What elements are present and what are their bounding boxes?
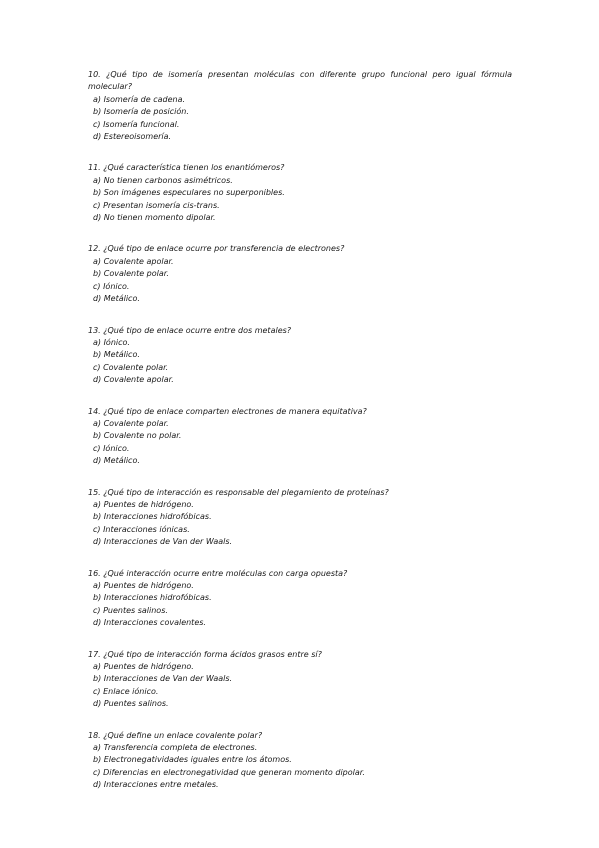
option-list — [88, 580, 512, 630]
option-a: a) Covalente polar. — [93, 418, 169, 428]
option-c: c) Iónico. — [93, 443, 130, 453]
question-text: 11. ¿Qué característica tienen los enantiómeros? — [88, 163, 285, 173]
option-b: b) Covalente polar. — [93, 269, 169, 279]
question-text: 12. ¿Qué tipo de enlace ocurre por transferencia de electrones? — [88, 244, 345, 254]
option-b: b) Isomería de posición. — [93, 107, 189, 117]
option-c: c) Isomería funcional. — [93, 119, 180, 129]
option-list — [88, 94, 512, 144]
option-d: d) Covalente apolar. — [93, 375, 174, 385]
option-d: d) No tienen momento dipolar. — [93, 213, 216, 223]
option-b: b) Covalente no polar. — [93, 431, 182, 441]
option-d: d) Metálico. — [93, 294, 140, 304]
option-c: c) Interacciones iónicas. — [93, 524, 190, 534]
question-12 — [88, 243, 512, 305]
option-b: b) Son imágenes especulares no superponibles. — [93, 188, 285, 198]
option-c: c) Covalente polar. — [93, 362, 169, 372]
question-16 — [88, 568, 512, 630]
option-a: a) Puentes de hidrógeno. — [93, 662, 194, 672]
option-d: d) Interacciones de Van der Waals. — [93, 537, 233, 547]
question-list — [88, 69, 512, 811]
question-10 — [88, 69, 512, 143]
option-c: c) Presentan isomería cis-trans. — [93, 200, 220, 210]
option-b: b) Electronegatividades iguales entre los átomos. — [93, 755, 292, 765]
question-text: 14. ¿Qué tipo de enlace comparten electrones de manera equitativa? — [88, 406, 367, 416]
option-list — [88, 418, 512, 468]
option-a: a) Isomería de cadena. — [93, 94, 186, 104]
question-14 — [88, 406, 512, 468]
option-b: b) Interacciones hidrofóbicas. — [93, 512, 212, 522]
option-a: a) Puentes de hidrógeno. — [93, 581, 194, 590]
question-17 — [88, 649, 512, 711]
option-a: a) Iónico. — [93, 337, 130, 347]
option-d: d) Interacciones covalentes. — [93, 618, 206, 628]
option-c: c) Puentes salinos. — [93, 605, 168, 615]
question-text: 18. ¿Qué define un enlace covalente polar? — [88, 730, 263, 740]
option-list — [88, 337, 512, 387]
option-c: c) Enlace iónico. — [93, 686, 159, 696]
option-b: b) Interacciones hidrofóbicas. — [93, 593, 212, 603]
option-d: d) Estereoisomería. — [93, 132, 172, 142]
option-list — [88, 256, 512, 306]
option-c: c) Diferencias en electronegatividad que generan momento dipolar. — [93, 767, 365, 777]
option-a: a) Covalente apolar. — [93, 256, 174, 266]
question-18 — [88, 730, 512, 792]
option-d: d) Puentes salinos. — [93, 699, 169, 709]
option-d: d) Metálico. — [93, 456, 140, 466]
option-a: a) No tienen carbonos asimétricos. — [93, 175, 233, 185]
option-list — [88, 742, 512, 792]
option-c: c) Iónico. — [93, 281, 130, 291]
option-list — [88, 661, 512, 711]
question-text: 13. ¿Qué tipo de enlace ocurre entre dos metales? — [88, 325, 292, 335]
option-list — [88, 175, 512, 225]
question-text: 16. ¿Qué interacción ocurre entre moléculas con carga opuesta? — [88, 568, 348, 578]
option-a: a) Transferencia completa de electrones. — [93, 743, 258, 753]
question-text: 17. ¿Qué tipo de interacción forma ácidos grasos entre sí? — [88, 649, 322, 659]
option-b: b) Interacciones de Van der Waals. — [93, 674, 233, 684]
question-15 — [88, 487, 512, 549]
option-b: b) Metálico. — [93, 350, 140, 360]
question-text: 15. ¿Qué tipo de interacción es responsable del plegamiento de proteínas? — [88, 487, 389, 497]
question-11 — [88, 162, 512, 224]
question-text: 10. ¿Qué tipo de isomería presentan moléculas con diferente grupo funcional pero igual fórmula molecular? — [88, 70, 512, 92]
option-d: d) Interacciones entre metales. — [93, 780, 219, 790]
option-list — [88, 499, 512, 549]
option-a: a) Puentes de hidrógeno. — [93, 499, 194, 509]
question-13 — [88, 325, 512, 387]
